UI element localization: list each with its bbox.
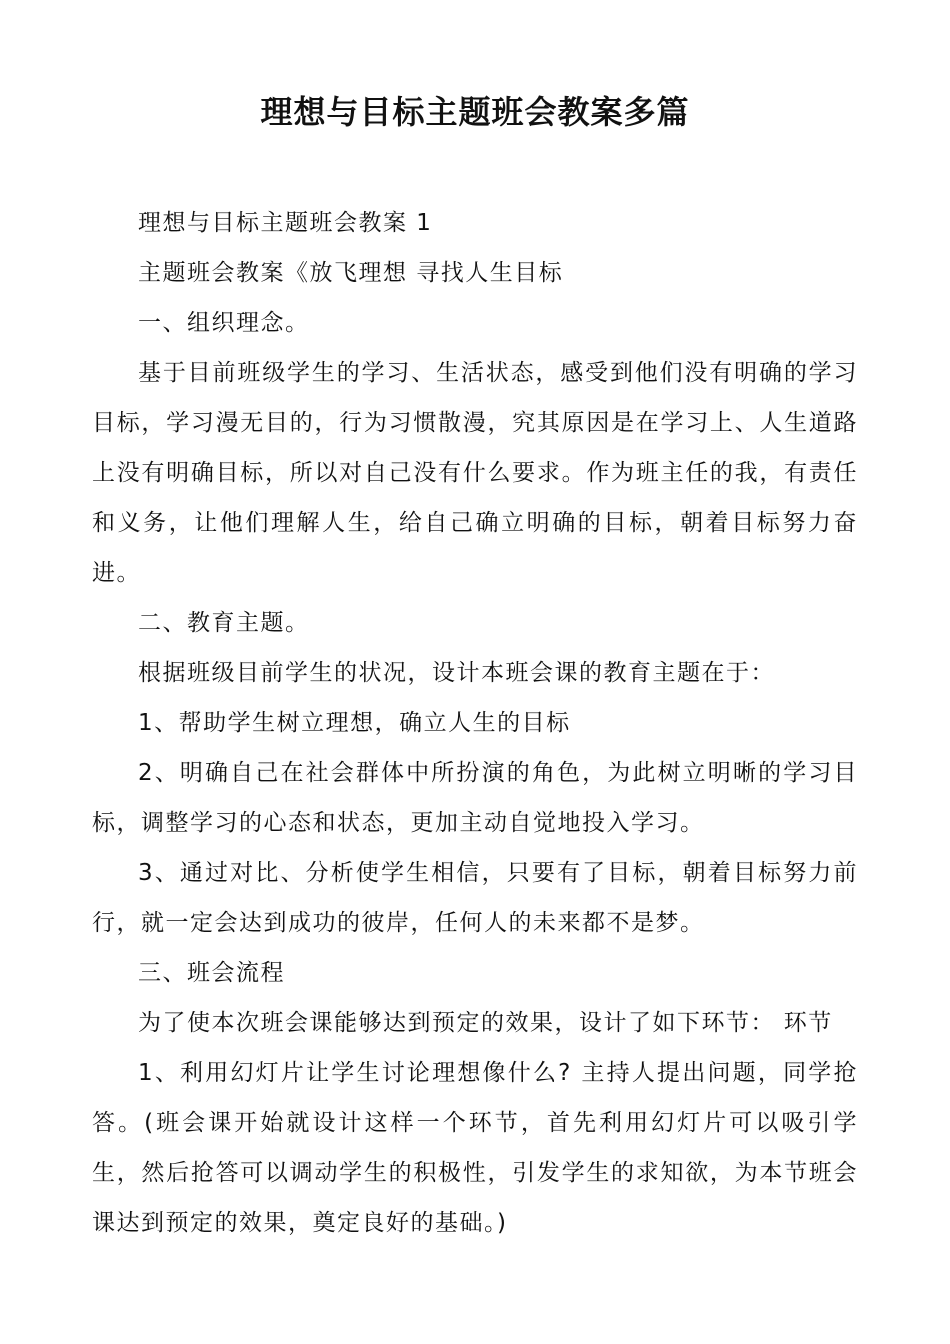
section-heading-theme: 二、教育主题。 — [138, 610, 310, 636]
section-heading-process: 三、班会流程 — [138, 960, 285, 986]
list-item-theme-3: 3、通过对比、分析使学生相信，只要有了目标，朝着目标努力前行，就一定会达到成功的彼岸，任何人的未来都不是梦。 — [92, 860, 858, 936]
section-heading-organization: 一、组织理念。 — [138, 310, 310, 336]
document-title: 理想与目标主题班会教案多篇 — [260, 93, 690, 131]
paragraph-lesson-subtitle: 主题班会教案《放飞理想 寻找人生目标 — [138, 260, 564, 286]
list-item-process-1: 1、利用幻灯片让学生讨论理想像什么? 主持人提出问题，同学抢答。(班会课开始就设计这样一个环节，首先利用幻灯片可以吸引学生，然后抢答可以调动学生的积极性，引发学生的求知欲，为本节班会课达到预定的效果，奠定良好的基础。) — [92, 1060, 858, 1236]
list-item-theme-2: 2、明确自己在社会群体中所扮演的角色，为此树立明晰的学习目标，调整学习的心态和状态，更加主动自觉地投入学习。 — [92, 760, 858, 836]
paragraph-process-intro: 为了使本次班会课能够达到预定的效果，设计了如下环节： 环节 — [138, 1010, 833, 1036]
paragraph-organization-body: 基于目前班级学生的学习、生活状态，感受到他们没有明确的学习目标，学习漫无目的，行为习惯散漫，究其原因是在学习上、人生道路上没有明确目标，所以对自己没有什么要求。作为班主任的我，有责任和义务，让他们理解人生，给自己确立明确的目标，朝着目标努力奋进。 — [92, 360, 858, 586]
paragraph-lesson-heading: 理想与目标主题班会教案 1 — [138, 210, 433, 236]
document-body — [92, 198, 858, 1248]
list-item-theme-1: 1、帮助学生树立理想，确立人生的目标 — [138, 710, 571, 736]
paragraph-theme-intro: 根据班级目前学生的状况，设计本班会课的教育主题在于： — [138, 660, 775, 686]
